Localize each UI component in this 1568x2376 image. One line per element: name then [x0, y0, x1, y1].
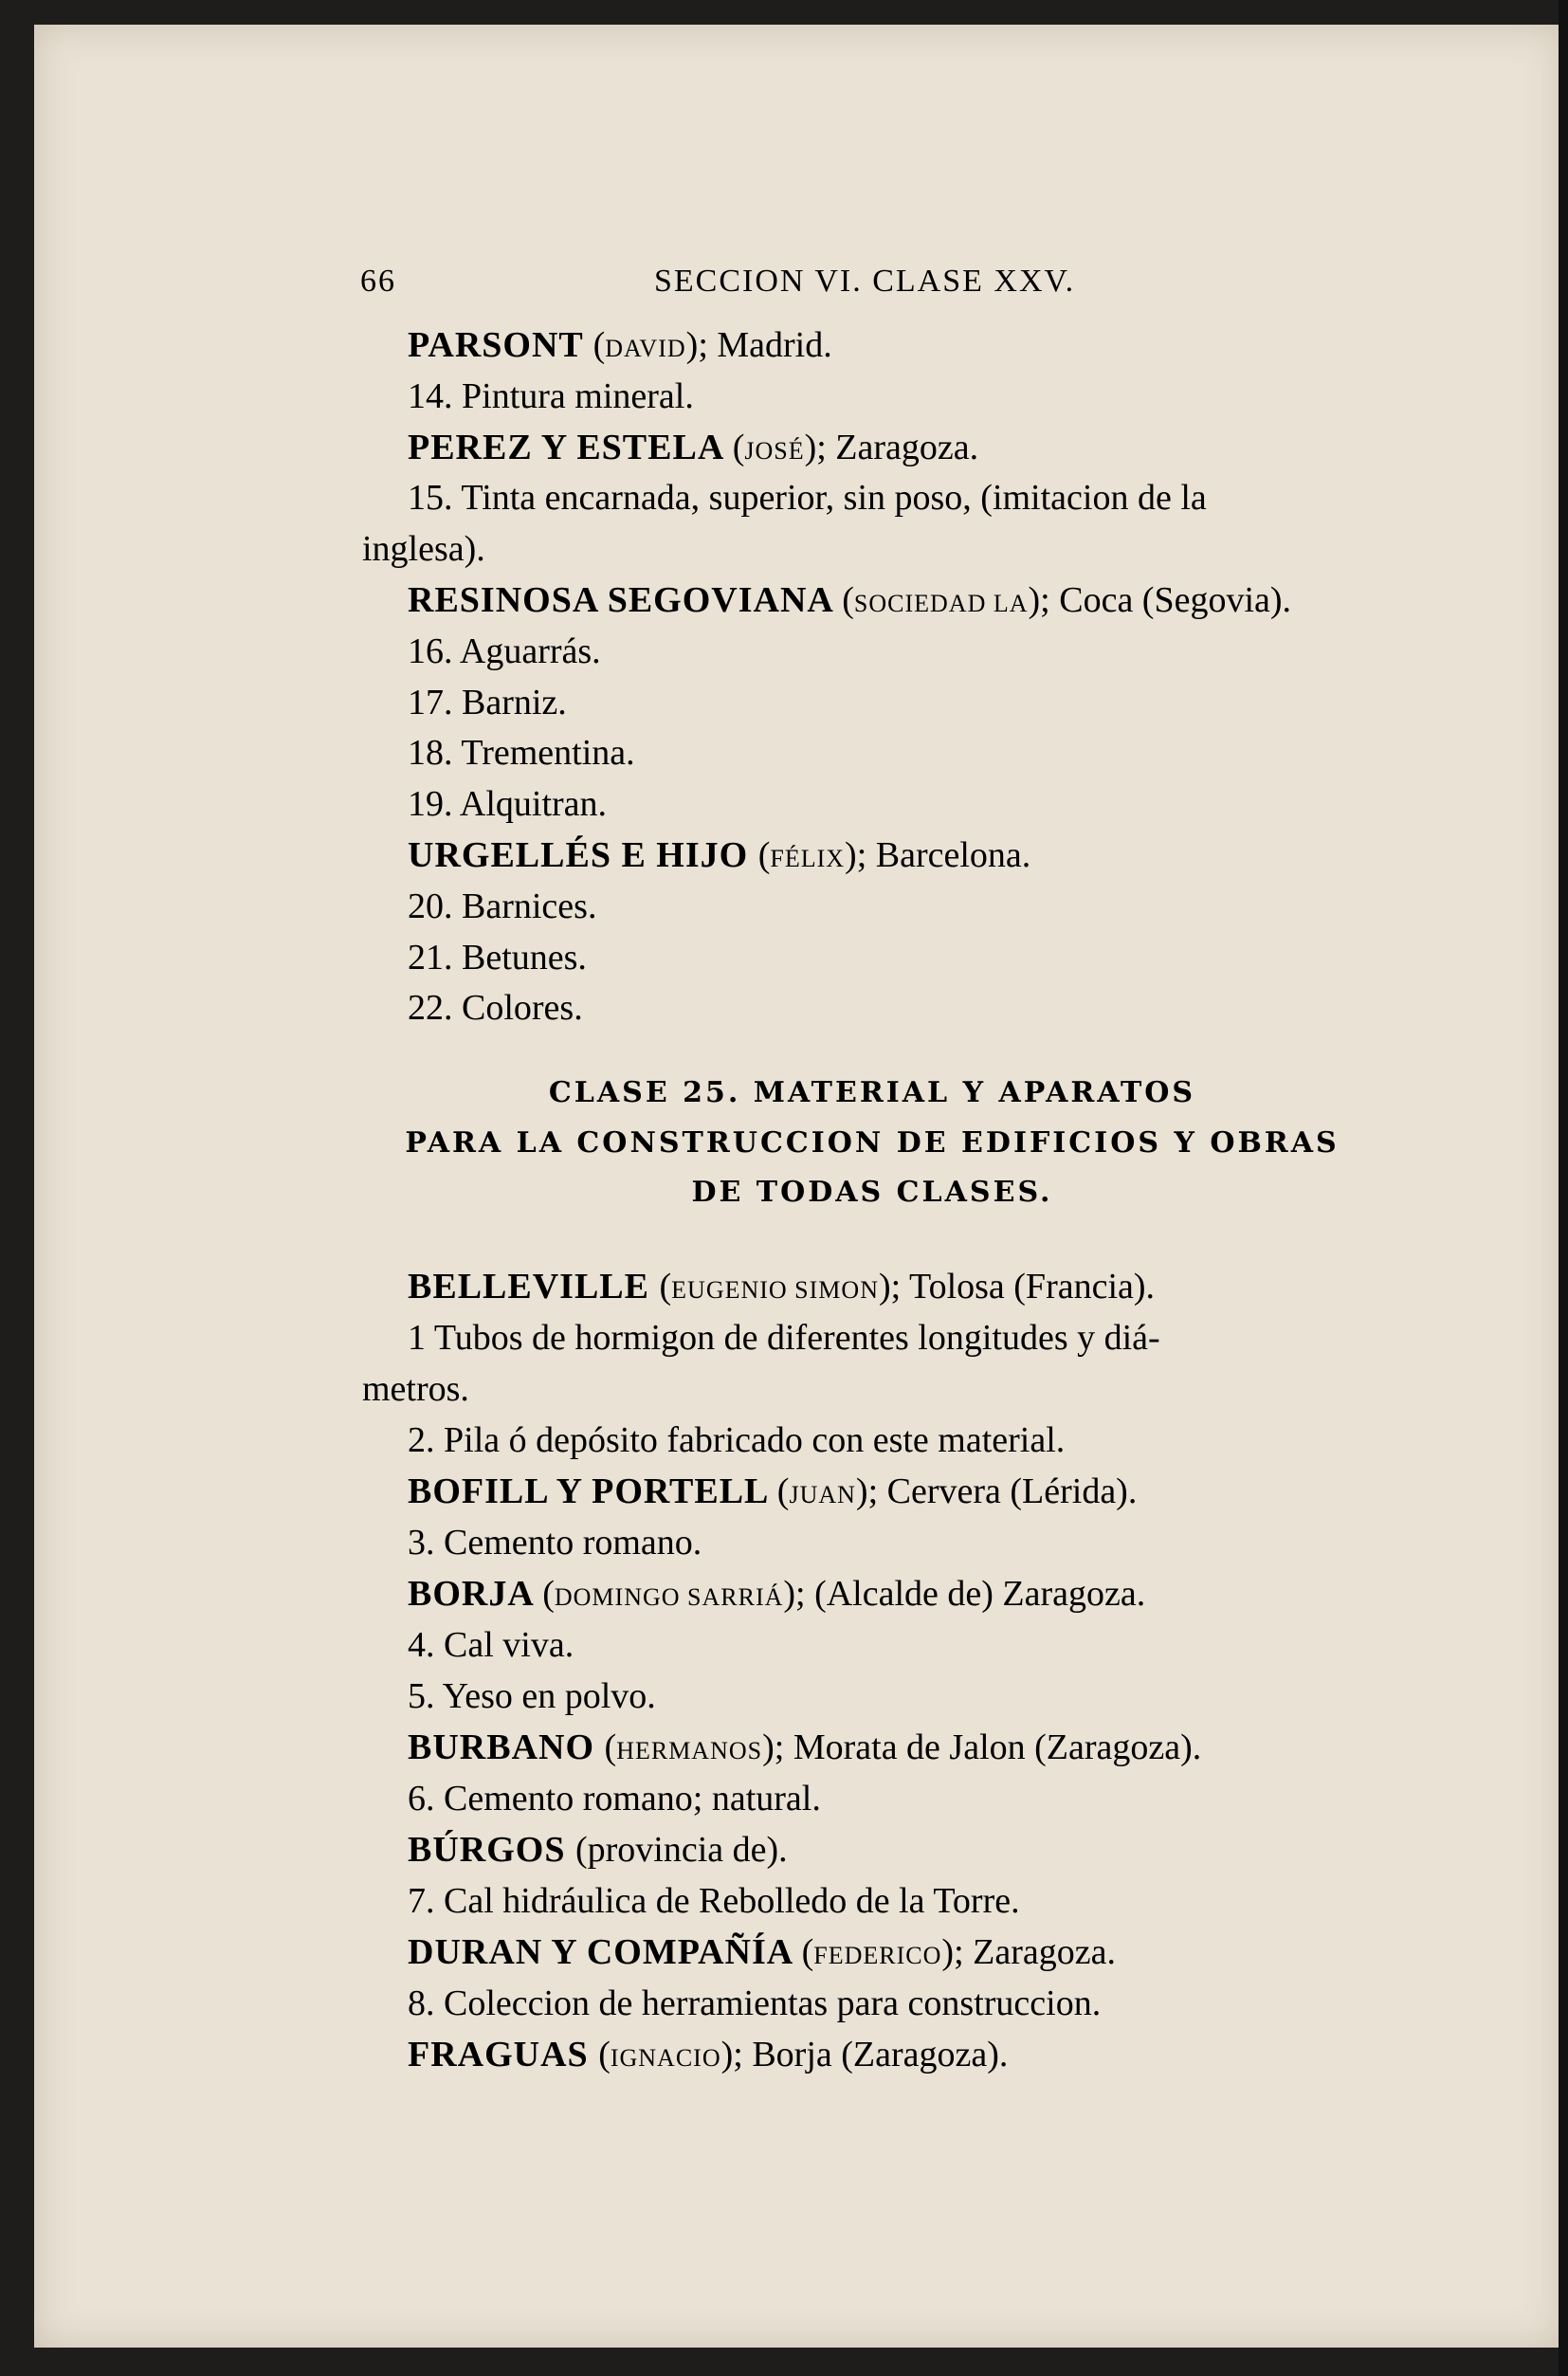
- continuation-line: inglesa).: [362, 529, 485, 570]
- exhibitor-location: ; Barcelona.: [856, 835, 1031, 875]
- exhibitor-name: PEREZ Y ESTELA: [408, 427, 733, 467]
- exhibitor-line: [408, 1269, 1155, 1305]
- item-line: 6. Cemento romano; natural.: [408, 1779, 821, 1819]
- exhibitor-given-name: (JUAN): [776, 1471, 868, 1511]
- page-number: 66: [360, 264, 396, 299]
- item-line: 4. Cal viva.: [408, 1625, 574, 1665]
- item-line: 17. Barniz.: [408, 682, 567, 722]
- exhibitor-given-name: (DOMINGO SARRIÁ): [542, 1574, 796, 1614]
- class-heading-line3: DE TODAS CLASES.: [691, 1176, 1053, 1209]
- item-line: 5. Yeso en polvo.: [408, 1676, 656, 1716]
- exhibitor-location: ; Zaragoza.: [954, 1932, 1116, 1972]
- exhibitor-line: [408, 427, 979, 467]
- item-line: 3. Cemento romano.: [408, 1523, 702, 1563]
- item-line: 16. Aguarrás.: [408, 631, 601, 671]
- item-line: 22. Colores.: [408, 988, 583, 1029]
- item-line: 21. Betunes.: [408, 937, 587, 978]
- item-line: 7. Cal hidráulica de Rebolledo de la Torre.: [408, 1881, 1020, 1921]
- exhibitor-line: [408, 1934, 1116, 1970]
- item-line: 14. Pintura mineral.: [408, 375, 694, 416]
- exhibitor-location: ; Cervera (Lérida).: [867, 1471, 1138, 1511]
- exhibitor-name: URGELLÉS E HIJO: [408, 835, 758, 875]
- class-heading-line1: CLASE 25. MATERIAL Y APARATOS: [548, 1076, 1196, 1109]
- item-line: 20. Barnices.: [408, 886, 597, 926]
- exhibitor-name: BELLEVILLE: [408, 1267, 660, 1307]
- exhibitor-given-name: (SOCIEDAD LA): [842, 580, 1041, 620]
- exhibitor-name: PARSONT: [408, 325, 593, 365]
- exhibitor-name: BÚRGOS: [408, 1830, 575, 1870]
- item-line: 15. Tinta encarnada, superior, sin poso, (imitacion de la: [408, 478, 1207, 519]
- exhibitor-location: ; Zaragoza.: [816, 427, 979, 467]
- class-heading-line2: PARA LA CONSTRUCCION DE EDIFICIOS Y OBRAS: [405, 1126, 1340, 1160]
- exhibitor-name: BURBANO: [408, 1727, 605, 1767]
- exhibitor-line: [408, 582, 1291, 618]
- section-title: SECCION VI. CLASE XXV.: [654, 264, 1076, 299]
- exhibitor-given-name: (DAVID): [593, 325, 699, 365]
- exhibitor-line: [408, 2037, 1008, 2073]
- exhibitor-name: FRAGUAS: [408, 2035, 599, 2074]
- exhibitor-location: ; Tolosa (Francia).: [890, 1267, 1156, 1307]
- exhibitor-location: (provincia de).: [574, 1830, 788, 1870]
- exhibitor-given-name: (JOSÉ): [732, 427, 817, 467]
- item-line: 2. Pila ó depósito fabricado con este material.: [408, 1420, 1066, 1460]
- exhibitor-location: ; (Alcalde de) Zaragoza.: [795, 1574, 1146, 1614]
- exhibitor-location: ; Madrid.: [698, 325, 832, 365]
- exhibitor-line: [408, 327, 832, 363]
- binding-edge: [1559, 0, 1568, 2376]
- item-line: 18. Trementina.: [408, 733, 635, 774]
- exhibitor-given-name: (IGNACIO): [598, 2035, 734, 2074]
- item-line: 8. Coleccion de herramientas para construccion.: [408, 1983, 1102, 2023]
- exhibitor-name: RESINOSA SEGOVIANA: [408, 580, 843, 620]
- exhibitor-line: [408, 837, 1030, 873]
- exhibitor-location: ; Morata de Jalon (Zaragoza).: [774, 1727, 1202, 1767]
- exhibitor-line: [408, 1473, 1137, 1509]
- exhibitor-given-name: (FÉLIX): [757, 835, 857, 875]
- item-line: 19. Alquitran.: [408, 784, 608, 825]
- exhibitor-line: [408, 1729, 1201, 1765]
- item-line: 1 Tubos de hormigon de diferentes longitudes y diá-: [408, 1318, 1160, 1358]
- exhibitor-line: [408, 1832, 788, 1868]
- exhibitor-given-name: (EUGENIO SIMON): [659, 1267, 891, 1307]
- exhibitor-name: DURAN Y COMPAÑÍA: [408, 1932, 802, 1972]
- exhibitor-given-name: (HERMANOS): [604, 1727, 775, 1767]
- exhibitor-name: BORJA: [408, 1574, 543, 1614]
- exhibitor-location: ; Coca (Segovia).: [1040, 580, 1292, 620]
- exhibitor-given-name: (FEDERICO): [801, 1932, 955, 1972]
- continuation-line: metros.: [362, 1369, 469, 1409]
- exhibitor-line: [408, 1576, 1145, 1612]
- exhibitor-location: ; Borja (Zaragoza).: [733, 2035, 1009, 2074]
- exhibitor-name: BOFILL Y PORTELL: [408, 1471, 777, 1511]
